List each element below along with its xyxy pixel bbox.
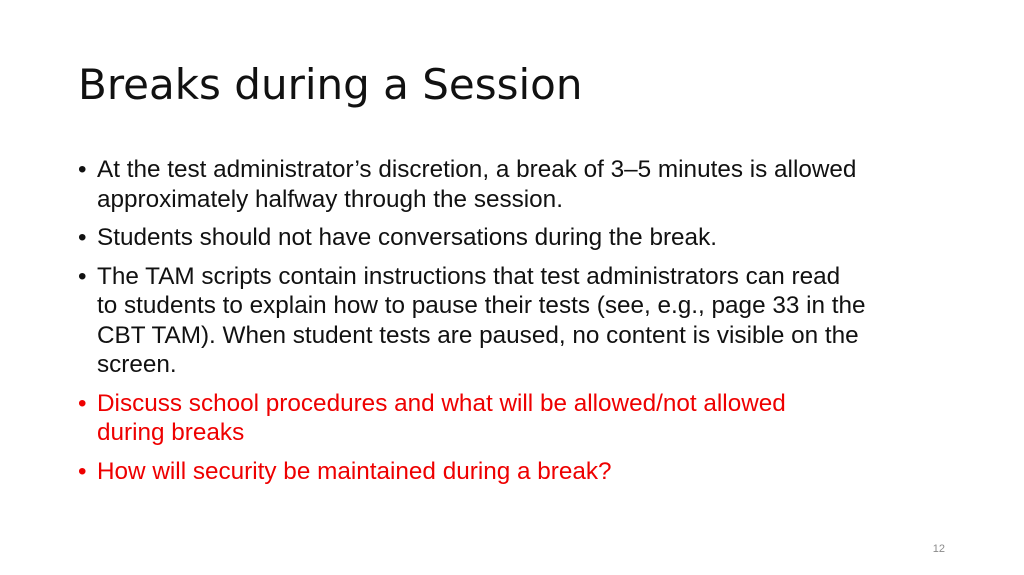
bullet-line: Discuss school procedures and what will be allowed/not allowed	[97, 389, 786, 417]
bullet-marker: •	[78, 262, 87, 290]
page-number: 12	[932, 543, 945, 555]
bullet-line: to students to explain how to pause their tests (see, e.g., page 33 in the	[97, 292, 866, 319]
bullet-line: Students should not have conversations during the break.	[97, 224, 717, 251]
bullet-line: screen.	[97, 351, 177, 378]
bullet-item-highlighted	[78, 389, 968, 448]
bullet-item	[78, 223, 968, 253]
slide-title: Breaks during a Session	[78, 60, 583, 109]
bullet-marker: •	[78, 389, 87, 417]
bullet-line: during breaks	[97, 419, 245, 446]
bullet-line: How will security be maintained during a break?	[97, 457, 612, 485]
bullet-item	[78, 155, 968, 214]
bullet-line: CBT TAM). When student tests are paused, no content is visible on the	[97, 321, 859, 349]
bullet-line: approximately halfway through the session.	[97, 185, 563, 213]
bullet-line: The TAM scripts contain instructions that test administrators can read	[97, 262, 841, 290]
bullet-line: At the test administrator’s discretion, a break of 3–5 minutes is allowed	[97, 156, 857, 183]
bullet-marker: •	[78, 457, 87, 485]
bullet-item-highlighted	[78, 457, 968, 487]
bullet-list	[78, 155, 968, 495]
bullet-marker: •	[78, 224, 87, 251]
bullet-item	[78, 262, 968, 380]
bullet-marker: •	[78, 156, 87, 183]
